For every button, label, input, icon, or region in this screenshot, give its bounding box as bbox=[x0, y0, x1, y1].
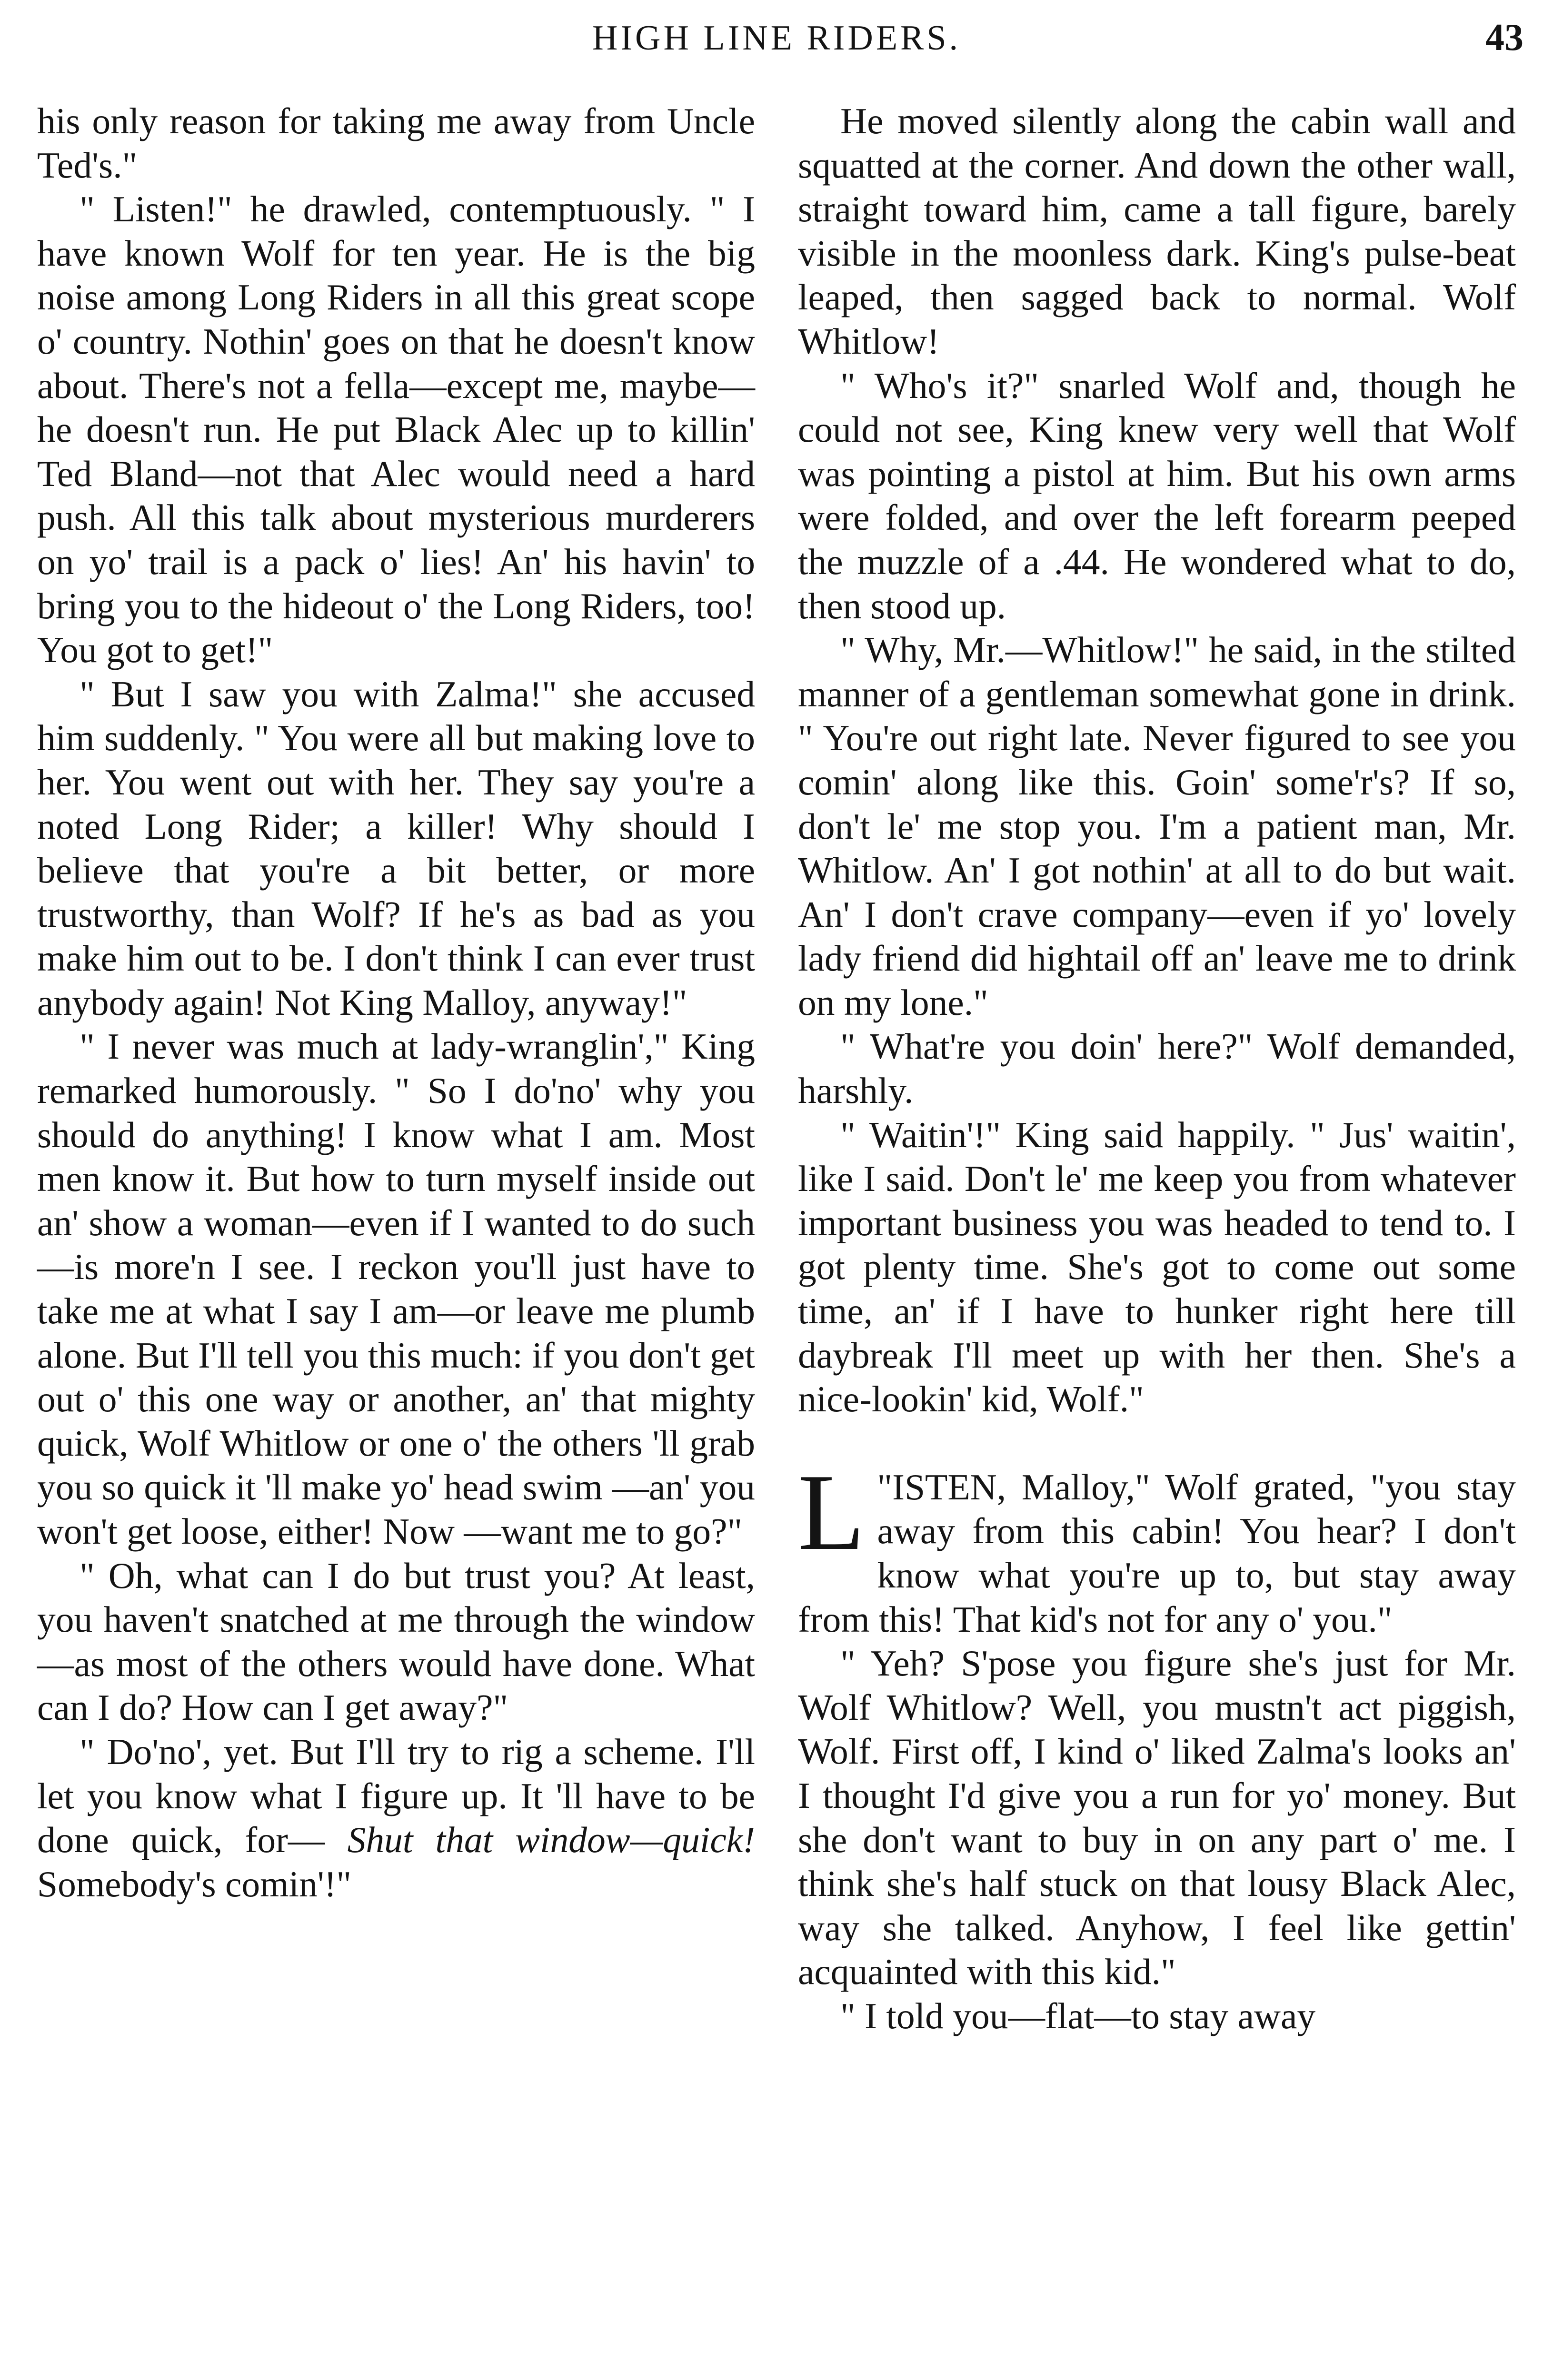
right-column bbox=[798, 99, 1516, 2038]
paragraph: " Yeh? S'pose you figure she's just for Mr. Wolf Whitlow? Well, you mustn't act piggish, Wolf. First off, I kind o' liked Zalma's looks an' I thought I'd give you a run for yo' money. But she don't want to buy in on any part o' me. I think she's half stuck on that lousy Black Alec, way she talked. Anyhow, I feel like gettin' acquainted with this kid." bbox=[798, 1643, 1516, 1993]
drop-cap-letter: L bbox=[798, 1451, 865, 1573]
paragraph: " Why, Mr.—Whitlow!" he said, in the stilted manner of a gentleman somewhat gone in drink. " You're out right late. Never figured to see you comin' along like this. Goin' some'r's? If so, don't le' me stop you. I'm a patient man, Mr. Whitlow. An' I got nothin' at all to do but wait. An' I don't crave company—even if yo' lovely lady friend did hightail off an' leave me to drink on my lone." bbox=[798, 629, 1516, 1023]
paragraph bbox=[37, 1730, 755, 1906]
paragraph: " What're you doin' here?" Wolf demanded, harshly. bbox=[798, 1026, 1516, 1111]
paragraph-text: " Do'no', yet. But I'll try to rig a scheme. I'll let you know what I figure up. It 'll have to be done quick, for— bbox=[37, 1731, 755, 1861]
section-break bbox=[798, 1421, 1516, 1465]
paragraph: " Waitin'!" King said happily. " Jus' waitin', like I said. Don't le' me keep you from whatever important business you was headed to tend to. I got plenty time. She's got to come out some time, an' if I have to hunker right here till daybreak I'll meet up with her then. She's a nice-lookin' kid, Wolf." bbox=[798, 1114, 1516, 1420]
paragraph: " Who's it?" snarled Wolf and, though he could not see, King knew very well that Wolf was pointing a pistol at him. But his own arms were folded, and over the left forearm peeped the muzzle of a .44. He wondered what to do, then stood up. bbox=[798, 365, 1516, 626]
paragraph: his only reason for taking me away from Uncle Ted's." bbox=[37, 100, 755, 186]
paragraph: " Listen!" he drawled, contemptuously. " I have known Wolf for ten year. He is the big noise among Long Riders in all this great scope o' country. Nothin' goes on that he doesn't know about. There's not a fella—except me, maybe—he doesn't run. He put Black Alec up to killin' Ted Bland—not that Alec would need a hard push. All this talk about mysterious murderers on yo' trail is a pack o' lies! An' his havin' to bring you to the hideout o' the Long Riders, too! You got to get!" bbox=[37, 188, 755, 671]
page-number: 43 bbox=[1485, 17, 1523, 59]
dropcap-paragraph bbox=[798, 1451, 1516, 1641]
left-column bbox=[37, 99, 755, 1906]
page-header bbox=[0, 0, 1553, 86]
paragraph-text: ISTEN, Malloy," Wolf grated, "you stay away from this cabin! You hear? I don't know what you're up to, but stay away from this! That kid's not for any o' you." bbox=[798, 1466, 1516, 1640]
paragraph: " I told you—flat—to stay away bbox=[840, 1995, 1316, 2036]
paragraph: " I never was much at lady-wranglin'," King remarked humorously. " So I do'no' why you should do anything! I know what I am. Most men know it. But how to turn myself inside out an' show a woman—even if I wanted to do such—is more'n I see. I reckon you'll just have to take me at what I say I am—or leave me plumb alone. But I'll tell you this much: if you don't get out o' this one way or another, an' that mighty quick, Wolf Whitlow or one o' the others 'll grab you so quick it 'll make yo' head swim —an' you won't get loose, either! Now —want me to go?" bbox=[37, 1026, 755, 1552]
paragraph: " Oh, what can I do but trust you? At least, you haven't snatched at me through the window—as most of the others would have done. What can I do? How can I get away?" bbox=[37, 1555, 755, 1728]
running-head: HIGH LINE RIDERS. bbox=[592, 19, 961, 58]
dropcap-quote: " bbox=[877, 1466, 893, 1507]
italic-exclamation: Shut that window—quick! bbox=[347, 1819, 755, 1861]
paragraph: " But I saw you with Zalma!" she accused him suddenly. " You were all but making love to her. You went out with her. They say you're a noted Long Rider; a killer! Why should I believe that you're a bit better, or more trustworthy, than Wolf? If he's as bad as you make him out to be. I don't think I can ever trust anybody again! Not King Malloy, anyway!" bbox=[37, 673, 755, 1023]
paragraph: He moved silently along the cabin wall and squatted at the corner. And down the other wall, straight toward him, came a tall figure, barely visible in the moonless dark. King's pulse-beat leaped, then sagged back to normal. Wolf Whitlow! bbox=[798, 100, 1516, 362]
paragraph-text: Somebody's comin'!" bbox=[37, 1863, 352, 1904]
